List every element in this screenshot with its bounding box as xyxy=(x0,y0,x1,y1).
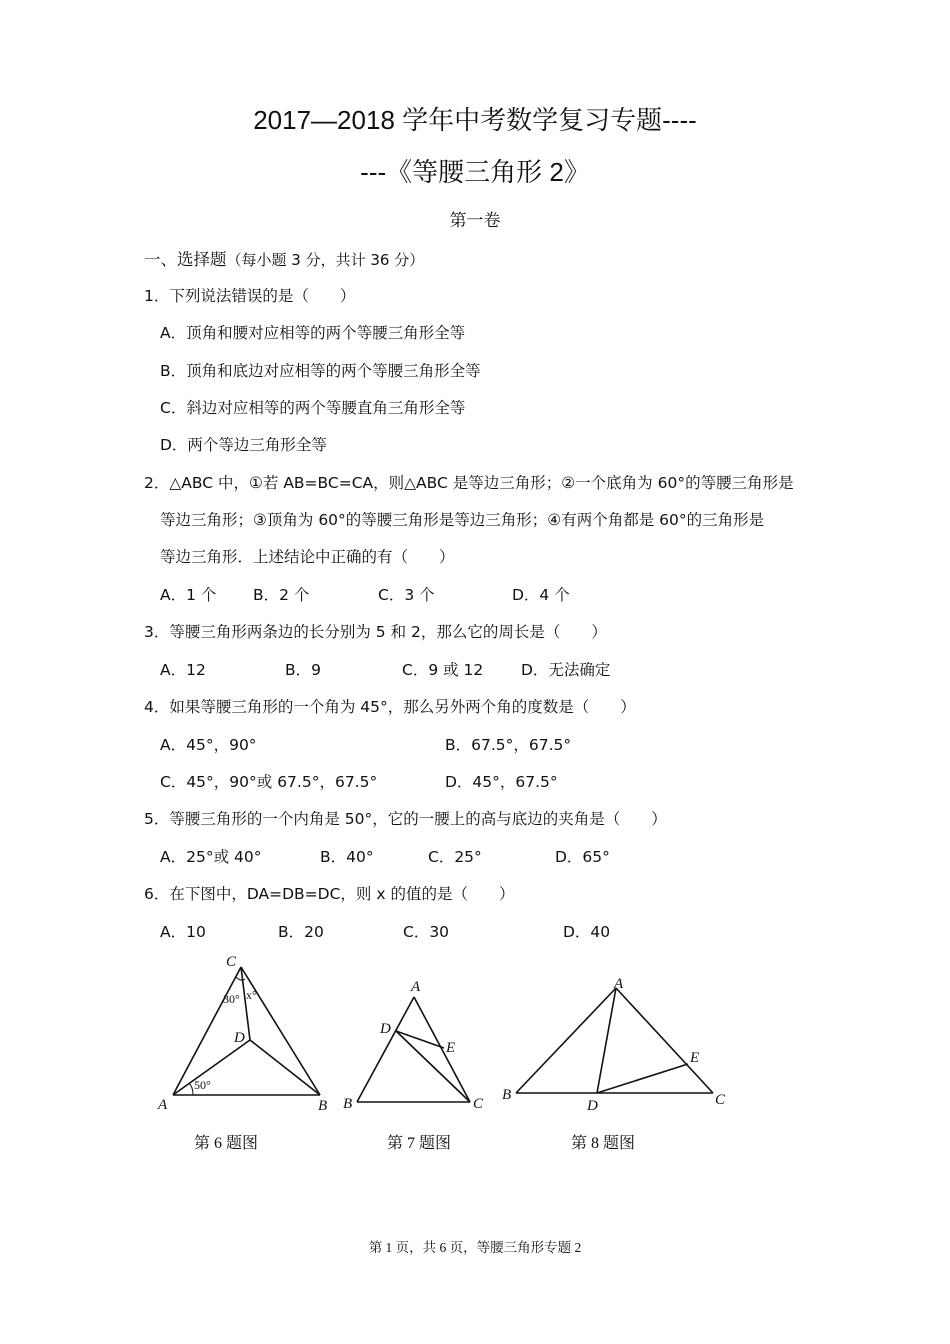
question-4-option-c: C．45°，90°或 67.5°，67.5° xyxy=(160,773,378,791)
fig8-label-e: E xyxy=(690,1050,700,1066)
fig8-segment-ac xyxy=(616,988,713,1093)
question-5-option-a: A．25°或 40° xyxy=(160,848,262,866)
section-note: （每小题 3 分，共计 36 分） xyxy=(226,251,425,269)
fig6-segment-ad xyxy=(173,1040,250,1095)
fig8-label-c: C xyxy=(715,1092,726,1108)
question-3-option-b: B．9 xyxy=(285,661,321,679)
question-4-option-a: A．45°，90° xyxy=(160,736,257,754)
question-2-option-c: C．3 个 xyxy=(378,586,435,604)
fig6-label-angle-30: 30° xyxy=(223,992,240,1006)
fig6-angle-arc-c xyxy=(236,977,245,980)
question-1-option-c: C．斜边对应相等的两个等腰直角三角形全等 xyxy=(160,399,466,417)
question-6-option-b: B．20 xyxy=(278,923,324,941)
fig7-label-b: B xyxy=(343,1096,353,1112)
question-5-option-b: B．40° xyxy=(320,848,374,866)
figure-6-caption: 第 6 题图 xyxy=(194,1135,259,1152)
question-6-option-a: A．10 xyxy=(160,923,206,941)
fig8-label-d: D xyxy=(587,1098,598,1114)
question-4-option-d: D．45°，67.5° xyxy=(445,773,558,791)
question-6-stem: 6．在下图中，DA=DB=DC，则 x 的值的是（ ） xyxy=(144,885,515,903)
question-2-option-a: A．1 个 xyxy=(160,586,217,604)
figure-7-caption: 第 7 题图 xyxy=(387,1135,452,1152)
fig6-label-b: B xyxy=(318,1098,328,1114)
question-5-option-d: D．65° xyxy=(555,848,610,866)
fig6-label-angle-x: x° xyxy=(246,988,257,1002)
fig8-segment-ab xyxy=(516,988,616,1093)
page-title-line2: ---《等腰三角形 2》 xyxy=(360,157,590,187)
figure-8-caption: 第 8 题图 xyxy=(571,1135,636,1152)
fig7-segment-ac xyxy=(414,997,470,1102)
fig8-label-a: A xyxy=(614,976,624,992)
question-3-option-a: A．12 xyxy=(160,661,206,679)
fig6-segment-bc xyxy=(241,967,320,1095)
question-4-stem: 4．如果等腰三角形的一个角为 45°，那么另外两个角的度数是（ ） xyxy=(144,698,636,716)
fig7-segment-ab xyxy=(357,997,414,1102)
fig6-segment-bd xyxy=(250,1040,320,1095)
page-footer: 第 1 页，共 6 页，等腰三角形专题 2 xyxy=(368,1240,582,1255)
volume-label: 第一卷 xyxy=(449,211,501,230)
page-title-line1: 2017—2018 学年中考数学复习专题---- xyxy=(253,105,697,135)
fig7-label-e: E xyxy=(446,1040,456,1056)
fig8-label-b: B xyxy=(502,1087,512,1103)
question-2-option-d: D．4 个 xyxy=(512,586,570,604)
question-2-stem-line3: 等边三角形．上述结论中正确的有（ ） xyxy=(160,548,455,566)
section-label: 一、选择题 xyxy=(144,250,227,269)
question-1-stem: 1．下列说法错误的是（ ） xyxy=(144,287,356,305)
fig6-segment-ac xyxy=(173,967,241,1095)
fig8-segment-ad xyxy=(597,988,616,1093)
question-2-option-b: B．2 个 xyxy=(253,586,310,604)
question-1-option-d: D．两个等边三角形全等 xyxy=(160,436,327,454)
question-1-option-a: A．顶角和腰对应相等的两个等腰三角形全等 xyxy=(160,324,466,342)
question-6-option-d: D．40 xyxy=(563,923,611,941)
question-5-stem: 5．等腰三角形的一个内角是 50°，它的一腰上的高与底边的夹角是（ ） xyxy=(144,810,667,828)
question-3-option-d: D．无法确定 xyxy=(521,661,611,679)
question-6-option-c: C．30 xyxy=(403,923,450,941)
fig6-label-angle-50: 50° xyxy=(194,1078,211,1092)
fig6-angle-arc-a xyxy=(189,1083,193,1095)
question-3-stem: 3．等腰三角形两条边的长分别为 5 和 2，那么它的周长是（ ） xyxy=(144,623,607,641)
question-2-stem-line1: 2．△ABC 中，①若 AB=BC=CA，则△ABC 是等边三角形；②一个底角为 60°的等腰三角形是 xyxy=(144,474,794,492)
fig6-label-a: A xyxy=(158,1097,168,1113)
question-2-stem-line2: 等边三角形；③顶角为 60°的等腰三角形是等边三角形；④有两个角都是 60°的三角形是 xyxy=(160,511,765,529)
fig7-label-a: A xyxy=(411,979,421,995)
fig7-label-c: C xyxy=(473,1096,484,1112)
fig7-label-d: D xyxy=(380,1021,391,1037)
question-5-option-c: C．25° xyxy=(428,848,482,866)
fig8-segment-de xyxy=(597,1064,688,1093)
question-3-option-c: C．9 或 12 xyxy=(402,661,484,679)
question-4-option-b: B．67.5°，67.5° xyxy=(445,736,572,754)
fig7-segment-dc xyxy=(396,1031,470,1102)
question-1-option-b: B．顶角和底边对应相等的两个等腰三角形全等 xyxy=(160,362,481,380)
fig6-label-d: D xyxy=(234,1030,245,1046)
fig6-label-c: C xyxy=(226,954,237,970)
